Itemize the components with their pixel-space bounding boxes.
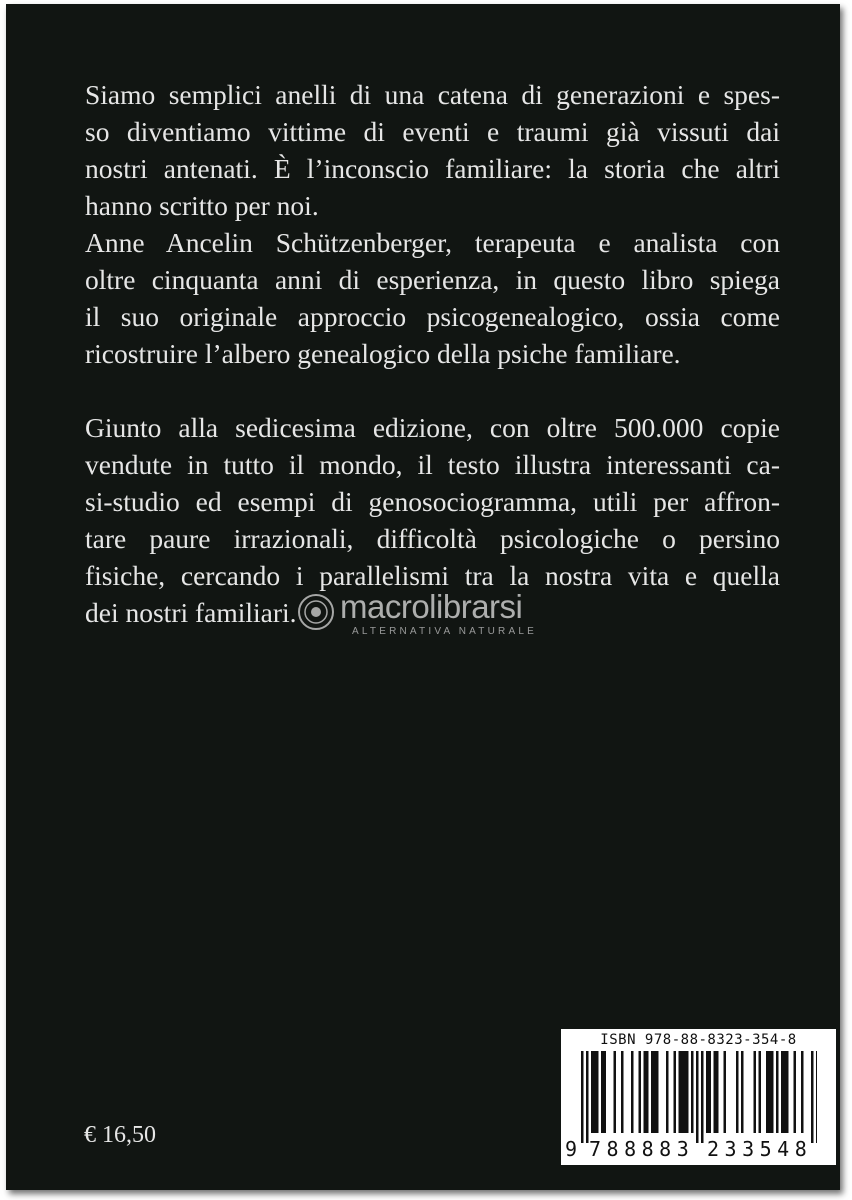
- barcode-digits-right: 233548: [707, 1137, 813, 1161]
- barcode-bar: [716, 1051, 719, 1133]
- text-line: vendute in tutto il mondo, il testo illustra interessanti ca-: [85, 449, 780, 480]
- barcode-bar: [691, 1051, 694, 1133]
- barcode-bar: [604, 1051, 607, 1133]
- barcode-bar: [801, 1051, 804, 1133]
- barcode-bar: [769, 1051, 772, 1133]
- barcode-bar: [776, 1051, 779, 1133]
- barcode-digit-first: 9: [565, 1137, 578, 1161]
- text-line: ricostruire l’albero genealogico della psiche familiare.: [85, 338, 681, 369]
- barcode-bars: [581, 1051, 817, 1143]
- barcode-bar: [586, 1051, 589, 1143]
- text-line: oltre cinquanta anni di esperienza, in questo libro spiega: [85, 264, 780, 295]
- barcode-bar: [709, 1051, 712, 1133]
- barcode-bar: [656, 1051, 659, 1133]
- barcode-bar: [654, 1051, 657, 1133]
- barcode-box: [561, 1029, 836, 1165]
- barcode-bar: [679, 1051, 682, 1133]
- barcode-bar: [644, 1051, 647, 1133]
- barcode-bar: [781, 1051, 784, 1133]
- watermark: [296, 588, 596, 648]
- barcode-bar: [696, 1051, 699, 1143]
- barcode-bar: [674, 1051, 677, 1133]
- back-cover: [6, 4, 840, 1190]
- macrolibrarsi-logo-icon: [296, 592, 336, 632]
- barcode-bar: [591, 1051, 594, 1133]
- barcode-digits: [561, 1137, 836, 1161]
- barcode-bar: [701, 1051, 704, 1143]
- barcode-bar: [594, 1051, 597, 1133]
- isbn-label: ISBN 978-88-8323-354-8: [600, 1032, 797, 1048]
- text-line: tare paure irrazionali, difficoltà psicologiche o persino: [85, 523, 780, 554]
- barcode-bar: [724, 1051, 727, 1133]
- barcode-bar: [794, 1051, 797, 1133]
- blurb-text: [85, 76, 780, 631]
- barcode-bar: [741, 1051, 744, 1133]
- barcode-bar: [681, 1051, 684, 1133]
- text-line: Siamo semplici anelli di una catena di generazioni e spes-: [85, 79, 780, 110]
- text-line: fisiche, cercando i parallelismi tra la nostra vita e quella: [85, 560, 780, 591]
- paragraph-2: [85, 224, 780, 372]
- text-line: hanno scritto per noi.: [85, 190, 319, 221]
- barcode-bar: [666, 1051, 669, 1133]
- barcode-bar: [754, 1051, 757, 1133]
- barcode-bar: [596, 1051, 599, 1133]
- barcode-bar: [759, 1051, 762, 1133]
- watermark-tagline: ALTERNATIVA NATURALE: [352, 626, 537, 637]
- barcode-bar: [816, 1051, 817, 1143]
- barcode-bar: [736, 1051, 739, 1133]
- barcode-bar: [784, 1051, 787, 1133]
- barcode-bar: [639, 1051, 642, 1133]
- barcode-bar: [621, 1051, 624, 1133]
- barcode-bar: [686, 1051, 689, 1133]
- text-line: Anne Ancelin Schützenberger, terapeuta e analista con: [85, 227, 780, 258]
- watermark-name: macrolibrarsi: [340, 588, 523, 625]
- barcode-bar: [651, 1051, 654, 1133]
- paragraph-1: [85, 76, 780, 224]
- barcode-digits-left: 788883: [589, 1137, 695, 1161]
- text-line: si-studio ed esempi di genosociogramma, utili per affron-: [85, 486, 780, 517]
- text-line: Giunto alla sedicesima edizione, con oltre 500.000 copie: [85, 412, 780, 443]
- barcode-bar: [614, 1051, 617, 1133]
- barcode-bar: [786, 1051, 789, 1133]
- barcode-bar: [601, 1051, 604, 1133]
- text-line: so diventiamo vittime di eventi e traumi già vissuti dai: [85, 116, 780, 147]
- barcode-bar: [581, 1051, 584, 1143]
- text-line: il suo originale approccio psicogenealogico, ossia come: [85, 301, 780, 332]
- barcode-bar: [714, 1051, 717, 1133]
- barcode-bar: [706, 1051, 709, 1133]
- barcode-bar: [646, 1051, 649, 1133]
- barcode-bar: [631, 1051, 634, 1133]
- paragraph-spacer: [85, 372, 780, 409]
- barcode-bar: [684, 1051, 687, 1133]
- barcode-bar: [766, 1051, 769, 1133]
- text-line: nostri antenati. È l’inconscio familiare: la storia che altri: [85, 153, 780, 184]
- barcode-bar: [771, 1051, 774, 1133]
- text-line: dei nostri familiari.: [85, 597, 297, 628]
- price: € 16,50: [84, 1122, 156, 1148]
- barcode-bar: [811, 1051, 814, 1143]
